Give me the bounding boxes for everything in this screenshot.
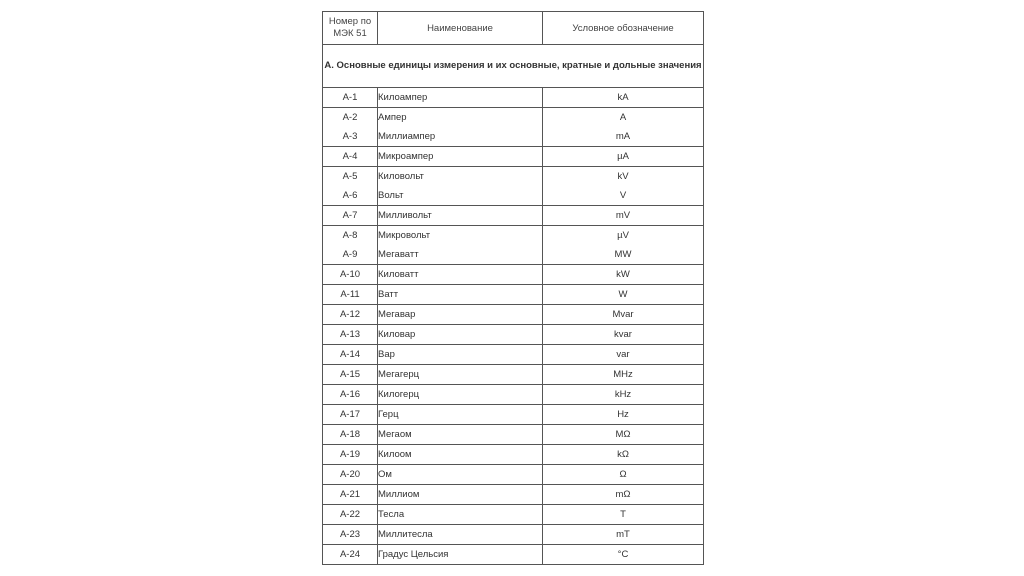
table-row [323, 445, 704, 465]
row-name: Миллиом [378, 485, 543, 505]
header-number [323, 12, 378, 45]
row-code: А-22 [323, 505, 378, 525]
row-symbol: mV [543, 206, 704, 226]
row-name: Тесла [378, 505, 543, 525]
table-row [323, 167, 704, 187]
table-row [323, 226, 704, 246]
row-name: Ватт [378, 285, 543, 305]
header-row [323, 12, 704, 45]
table-row [323, 186, 704, 206]
table-row [323, 305, 704, 325]
table-row [323, 485, 704, 505]
row-name: Градус Цельсия [378, 545, 543, 565]
table-row [323, 365, 704, 385]
row-code: А-20 [323, 465, 378, 485]
row-name: Миллитесла [378, 525, 543, 545]
row-code: А-1 [323, 88, 378, 108]
row-symbol: Mvar [543, 305, 704, 325]
table-row [323, 206, 704, 226]
row-symbol: V [543, 186, 704, 206]
row-name: Килоампер [378, 88, 543, 108]
row-code: А-10 [323, 265, 378, 285]
row-name: Килоом [378, 445, 543, 465]
row-name: Килогерц [378, 385, 543, 405]
row-symbol: µV [543, 226, 704, 246]
row-name: Киловольт [378, 167, 543, 187]
table-row [323, 405, 704, 425]
row-code: А-21 [323, 485, 378, 505]
header-symbol: Условное обозначение [543, 12, 704, 45]
row-symbol: kΩ [543, 445, 704, 465]
table-row [323, 385, 704, 405]
row-name: Мегаом [378, 425, 543, 445]
row-code: А-9 [323, 245, 378, 265]
table-row [323, 265, 704, 285]
row-symbol: mT [543, 525, 704, 545]
row-name: Миллиампер [378, 127, 543, 147]
row-code: А-16 [323, 385, 378, 405]
row-name: Мегаватт [378, 245, 543, 265]
table-row [323, 505, 704, 525]
units-table [322, 11, 704, 565]
row-code: А-2 [323, 108, 378, 128]
row-name: Ом [378, 465, 543, 485]
row-code: А-8 [323, 226, 378, 246]
table-row [323, 465, 704, 485]
row-symbol: MHz [543, 365, 704, 385]
header-number-line2: МЭК 51 [333, 28, 367, 39]
row-name: Микроампер [378, 147, 543, 167]
row-code: А-17 [323, 405, 378, 425]
row-symbol: Hz [543, 405, 704, 425]
table-row [323, 147, 704, 167]
table-row [323, 545, 704, 565]
header-name: Наименование [378, 12, 543, 45]
row-symbol: W [543, 285, 704, 305]
table-row [323, 127, 704, 147]
row-name: Герц [378, 405, 543, 425]
row-symbol: var [543, 345, 704, 365]
row-code: А-19 [323, 445, 378, 465]
row-name: Вольт [378, 186, 543, 206]
row-symbol: µA [543, 147, 704, 167]
row-code: А-4 [323, 147, 378, 167]
row-name: Микровольт [378, 226, 543, 246]
table-row [323, 345, 704, 365]
row-name: Киловатт [378, 265, 543, 285]
row-symbol: kV [543, 167, 704, 187]
row-code: А-13 [323, 325, 378, 345]
row-symbol: mA [543, 127, 704, 147]
row-code: А-7 [323, 206, 378, 226]
row-symbol: °C [543, 545, 704, 565]
header-number-line1: Номер по [328, 16, 372, 27]
row-symbol: kW [543, 265, 704, 285]
row-name: Мегавар [378, 305, 543, 325]
table-row [323, 525, 704, 545]
row-code: А-23 [323, 525, 378, 545]
row-code: А-5 [323, 167, 378, 187]
row-symbol: MΩ [543, 425, 704, 445]
row-code: А-18 [323, 425, 378, 445]
row-code: А-24 [323, 545, 378, 565]
row-symbol: kA [543, 88, 704, 108]
row-code: А-11 [323, 285, 378, 305]
row-symbol: mΩ [543, 485, 704, 505]
row-name: Милливольт [378, 206, 543, 226]
section-title: А. Основные единицы измерения и их основные, кратные и дольные значения [323, 45, 704, 88]
row-code: А-15 [323, 365, 378, 385]
row-name: Мегагерц [378, 365, 543, 385]
table-row [323, 88, 704, 108]
table-row [323, 425, 704, 445]
row-code: А-12 [323, 305, 378, 325]
row-symbol: kHz [543, 385, 704, 405]
row-symbol: Ω [543, 465, 704, 485]
table-row [323, 245, 704, 265]
row-name: Киловар [378, 325, 543, 345]
row-name: Вар [378, 345, 543, 365]
units-table-body [323, 12, 704, 565]
row-code: А-14 [323, 345, 378, 365]
row-symbol: T [543, 505, 704, 525]
table-row [323, 285, 704, 305]
row-symbol: MW [543, 245, 704, 265]
row-symbol: A [543, 108, 704, 128]
row-code: А-3 [323, 127, 378, 147]
row-name: Ампер [378, 108, 543, 128]
row-code: А-6 [323, 186, 378, 206]
section-row [323, 45, 704, 88]
table-row [323, 108, 704, 128]
row-symbol: kvar [543, 325, 704, 345]
table-row [323, 325, 704, 345]
